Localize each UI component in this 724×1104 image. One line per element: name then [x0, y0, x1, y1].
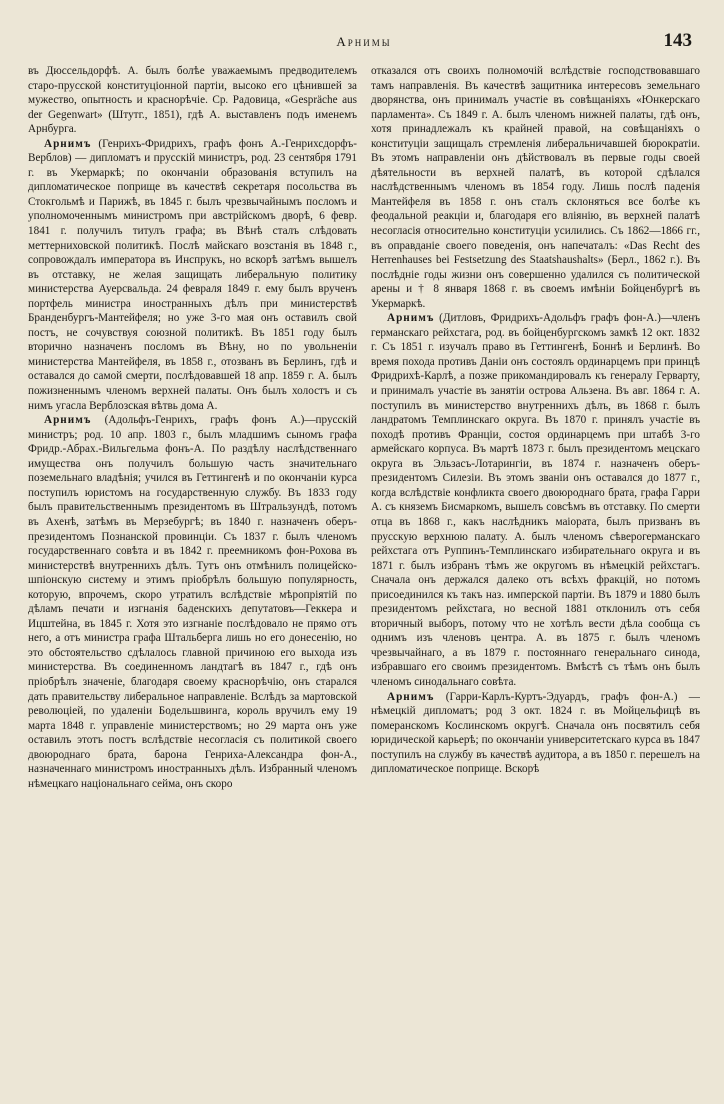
entry-paragraph — [371, 690, 700, 777]
entry-text: (Дитловъ, Фридрихъ-Адольфъ графъ фон-А.)—членъ германскаго рейхстага, род. въ бойценбургскомъ замкѣ 12 окт. 1832 г. Съ 1851 г. изучалъ право въ Геттингенѣ, Боннѣ и Берлинѣ. Во время похода противъ Даніи онъ состоялъ ординарцемъ при принцѣ Фридрихѣ-Карлѣ, а позже прикомандировалъ къ генералу Герварту, и принималъ участіе въ занятіи острова Альзена. Въ авг. 1864 г. А. поступилъ въ министерство внутреннихъ дѣлъ, въ 1868 г. былъ ландратомъ Темплинскаго округа. Въ 1870 г. принялъ участіе въ походѣ противъ Франціи, состоя ординарцемъ при штабѣ 3-го армейскаго корпуса. Въ мартѣ 1873 г. былъ президентомъ мецскаго округа въ Эльзасъ-Лотарингіи, въ 1874 г. назначенъ оберъ-президентомъ Силезіи. Въ этомъ званіи онъ оставался до 1877 г., когда вслѣдствіе конфликта своего двоюроднаго брата, графа Гарри А. съ княземъ Бисмаркомъ, вышелъ совсѣмъ въ отставку. По смерти отца въ 1868 г., какъ наслѣдникъ маіората, былъ призванъ въ прусскую верхнюю палату. А. былъ членомъ сѣверогерманскаго рейхстага отъ Руппинъ-Темплинскаго избирательнаго округа и въ 1871 г. былъ избранъ тѣмъ же округомъ въ нѣмецкій рейхстагъ. Сначала онъ держался далеко отъ всѣхъ фракцій, но потомъ присоединился къ такъ наз. имперской партіи. Въ 1879 и 1880 былъ президентомъ рейхстага, но весной 1881 отклонилъ отъ себя вторичный выборъ, потому что не хотѣлъ вести дѣла сообща съ однимъ изъ членовъ центра. А. въ 1875 г. былъ членомъ чрезвычайнаго, а въ 1879 г. постояннаго генеральнаго синода, избравшаго его своимъ президентомъ. Вмѣстѣ съ тѣмъ онъ былъ членомъ синодальнаго совѣта. — [371, 312, 700, 688]
paragraph: въ Дюссельдорфѣ. А. былъ болѣе уважаемымъ предводителемъ старо-прусской конституціонной партіи, высоко его цѣнившей за мужество, опытность и краснорѣчіе. Ср. Радовица, «Gespräche aus der Gegenwart» (Штутг., 1851), гдѣ А. выставленъ подъ именемъ Арнбурга. — [28, 65, 357, 136]
entry-headword: Арнимъ — [44, 414, 92, 427]
paragraph: отказался отъ своихъ полномочій вслѣдствіе господствовавшаго тамъ направленія. Въ качествѣ защитника интересовъ земельнаго дворянства, онъ принималъ участіе въ совѣщаніяхъ «Юнкерскаго парламента». Съ 1849 г. А. былъ членомъ нижней палаты, гдѣ онъ, хотя принадлежалъ къ крайней правой, на совѣщаніяхъ о конституціи защищалъ стремленія либеральничавшей бюрократіи. Въ этомъ направленіи онъ дѣйствовалъ въ первые годы своей дѣятельности въ верхней палатѣ, въ которой сдѣлался наслѣдственнымъ членомъ въ 1854 году. Лишь послѣ паденія Мантейфеля въ 1858 г. онъ сталъ склоняться все болѣе къ феодальной реакціи и, благодаря его вліянію, въ верхней палатѣ несогласія относительно конституціи усилились. Съ 1862—1866 гг., въ оправданіе своего поведенія, онъ напечаталъ: «Das Recht des Herrenhauses bei Festsetzung des Staatshaushalts» (Берл., 1862 г.). Въ послѣдніе годы жизни онъ совершенно удалился съ политической арены и † 8 января 1868 г. въ своемъ имѣніи Бойценбургѣ въ Укермаркѣ. — [371, 65, 700, 310]
right-column — [371, 64, 700, 1094]
entry-text: (Гарри-Карлъ-Куртъ-Эдуардъ, графъ фон-А.) — нѣмецкій дипломатъ; род 3 окт. 1824 г. въ Мойцельфицѣ въ померанскомъ Кослинскомъ округѣ. Сначала онъ посвятилъ себя юридической карьерѣ; по окончаніи университетскаго курса въ 1847 поступилъ на службу въ качествѣ аудитора, а въ 1850 г. перешелъ на дипломатическое поприще. Вскорѣ — [371, 690, 700, 776]
text-columns — [28, 64, 700, 1094]
entry-headword: Арнимъ — [44, 137, 92, 150]
entry-paragraph — [371, 311, 700, 689]
entry-paragraph — [28, 413, 357, 791]
entry-headword: Арнимъ — [387, 690, 435, 703]
entry-paragraph — [28, 137, 357, 413]
entry-text: (Адольфъ-Генрихъ, графъ фонъ А.)—прусскій министръ; род. 10 апр. 1803 г., былъ младшимъ сыномъ графа Фридр.-Абрах.-Вильгельма фонъ-А. По раздѣлу наслѣдственнаго имущества онъ получилъ большую часть значительнаго поземельнаго владѣнія; учился въ Геттингенѣ и по окончаніи курса поступилъ юристомъ на государственную службу. Въ 1833 году былъ правительственнымъ президентомъ въ Штральзундѣ, потомъ въ Ахенѣ, затѣмъ въ Мерзебургѣ; въ 1840 г. назначенъ оберъ-президентомъ Познанской провинціи. Съ 1837 г. былъ членомъ государственнаго совѣта и въ 1842 г. преемникомъ фон-Рохова въ министерствѣ внутреннихъ дѣлъ. Тутъ онъ отмѣнилъ полицейско-шпіонскую систему и этимъ пріобрѣлъ большую популярность, которую, впрочемъ, скоро утратилъ вслѣдствіе мѣропріятій по дѣламъ печати и изгнанія баденскихъ депутатовъ—Геккера и Ицштейна, въ 1845 г. Хотя это изгнаніе послѣдовало не прямо отъ него, а отъ министра графа Штальберга лишь но его донесенію, но это обстоятельство сдѣлалось главной причиною его выхода изъ министерства. Въ соединенномъ ландтагѣ въ 1847 г., гдѣ онъ пріобрѣлъ значеніе, благодаря своему краснорѣчію, онъ старался дать правительству либеральное направленіе. Вслѣдъ за мартовской революціей, по удаленіи Бодельшвинга, король вручилъ ему 19 марта 1848 г. управленіе министерствомъ; но 29 марта онъ уже оставилъ этотъ постъ вслѣдствіе несогласія съ политикой своего двоюроднаго брата, барона Генриха-Александра фон-А., назначеннаго министромъ иностранныхъ дѣлъ. Избранный членомъ нѣмецкаго національнаго сейма, онъ скоро — [28, 414, 357, 790]
page-number: 143 — [663, 30, 692, 51]
page-header — [28, 28, 700, 64]
running-head: Арнимы — [336, 34, 392, 49]
left-column — [28, 64, 357, 1094]
entry-headword: Арнимъ — [387, 312, 435, 325]
entry-text: (Генрихъ-Фридрихъ, графъ фонъ А.-Генрихсдорфъ-Верблов) — дипломатъ и прусскій министръ, род. 23 сентября 1791 г. въ Укермаркѣ; по окончаніи образованія вступилъ на дипломатическое поприще въ качествѣ секретаря посольства въ Стокгольмѣ и Парижѣ, въ 1845 г. былъ чрезвычайнымъ посломъ и уполномоченнымъ министромъ при австрійскомъ дворѣ, 6 февр. 1841 г. получилъ титулъ графа; въ Вѣнѣ сталъ слѣдовать меттерниховской политикѣ. Послѣ майскаго возстанія въ 1848 г., сопровождалъ императора въ Инспрукъ, но вскорѣ затѣмъ вышелъ въ отставку, не желая защищать либеральную политику министерства Ауерсвальда. 24 февраля 1849 г. ему былъ врученъ портфель министра иностранныхъ дѣлъ при министерствѣ Бранденбургъ-Мантейфеля; но уже 3-го мая онъ оставилъ свой постъ, не сочувствуя союзной политикѣ. Въ 1851 году былъ вторично назначенъ посломъ въ Вѣну, но по увольненіи министерства Мантейфеля, въ 1858 г., отозванъ въ Берлинъ, гдѣ и оставался до самой смерти, послѣдовавшей 18 апр. 1859 г. А. былъ пожизненнымъ членомъ верхней палаты. Онъ былъ холостъ и съ нимъ угасла Верблозская вѣтвь дома А. — [28, 137, 357, 412]
